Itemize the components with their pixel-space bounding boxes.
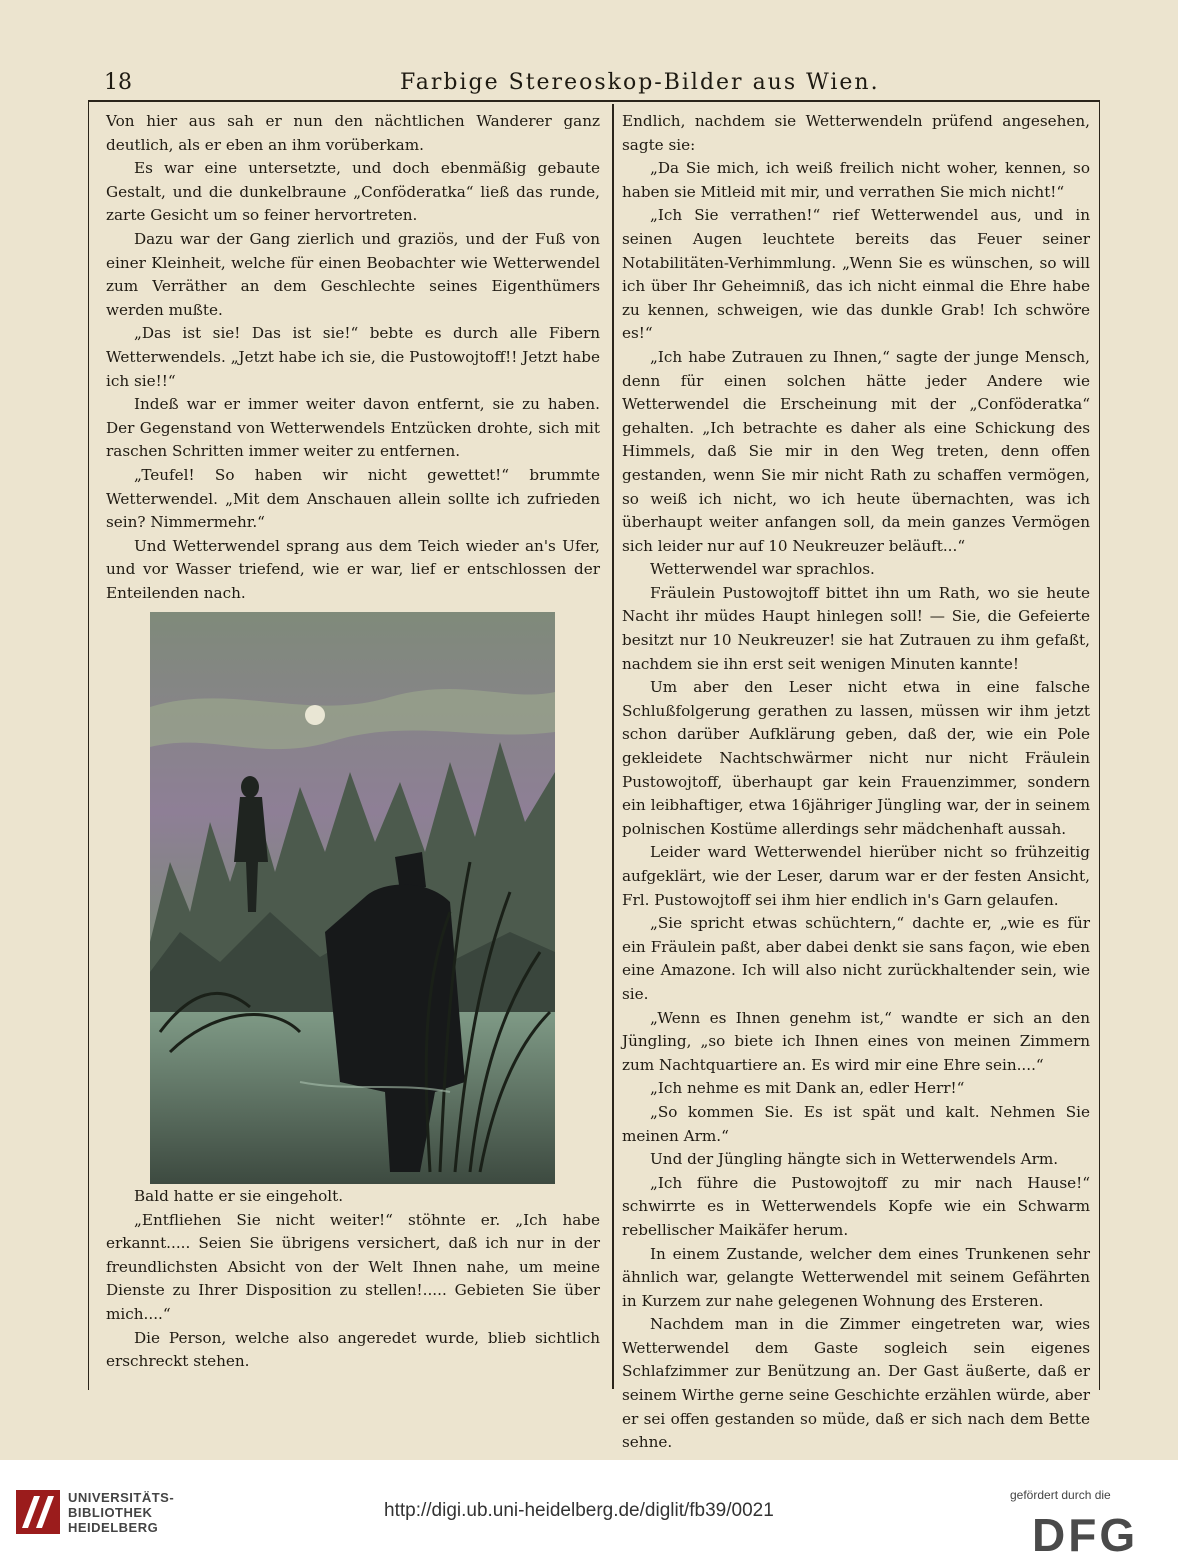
paragraph: „Das ist sie! Das ist sie!“ bebte es durch alle Fibern Wetterwendels. „Jetzt habe ich sie, die Pustowojtoff!! Jetzt habe ich sie!!“ xyxy=(106,324,600,390)
paragraph: „Da Sie mich, ich weiß freilich nicht woher, kennen, so haben sie Mitleid mit mir, und verrathen Sie mich nicht!“ xyxy=(622,159,1090,201)
right-frame-rule xyxy=(1099,100,1100,1390)
paragraph: „Entfliehen Sie nicht weiter!“ stöhnte er. „Ich habe erkannt..... Seien Sie übrigens versichert, daß ich nur in der freundlichsten Absicht von der Welt Ihnen nahe, um meine Dienste zu Ihrer Disposition zu stellen!..... Gebieten Sie über mich....“ xyxy=(106,1210,600,1323)
paragraph: Um aber den Leser nicht etwa in eine falsche Schlußfolgerung gerathen zu lassen, müssen wir ihm jetzt schon darüber Aufklärung geben, daß der, wie ein Pole gekleidete Nachtschwärmer nicht nur nicht Fräulein Pustowojtoff, überhaupt gar kein Frauenzimmer, sondern ein leibhaftiger, etwa 16jähriger Jüngling war, der in seinem polnischen Kostüme allerdings sehr mädchenhaft aussah. xyxy=(622,678,1090,838)
paragraph: Nachdem man in die Zimmer eingetreten war, wies Wetterwendel dem Gaste sogleich sein eigenes Schlafzimmer zur Benützung an. Der Gast äußerte, daß er seinem Wirthe gerne seine Geschichte erzählen würde, aber er sei offen gestanden so müde, daß er sich nach dem Bette sehne. xyxy=(622,1315,1090,1452)
paragraph: Es war eine untersetzte, und doch ebenmäßig gebaute Gestalt, und die dunkelbraune „Conföderatka“ ließ das runde, zarte Gesicht um so feiner hervortreten. xyxy=(106,159,600,225)
paragraph: Von hier aus sah er nun den nächtlichen Wanderer ganz deutlich, als er eben an ihm vorüberkam. xyxy=(106,112,600,154)
running-title: Farbige Stereoskop-Bilder aus Wien. xyxy=(400,70,880,95)
paragraph: In einem Zustande, welcher dem eines Trunkenen sehr ähnlich war, gelangte Wetterwendel mit seinem Gefährten in Kurzem zur nahe gelegenen Wohnung des Ersteren. xyxy=(622,1244,1090,1310)
night-pond-illustration xyxy=(150,612,555,1184)
library-name-line3: HEIDELBERG xyxy=(68,1520,159,1535)
left-frame-rule xyxy=(88,100,89,1390)
paragraph: Und der Jüngling hängte sich in Wetterwendels Arm. xyxy=(650,1150,1059,1169)
paragraph: Die Person, welche also angeredet wurde, blieb sichtlich erschreckt stehen. xyxy=(106,1328,600,1371)
paragraph: „Ich nehme es mit Dank an, edler Herr!“ xyxy=(650,1079,965,1098)
dfg-logo: DFG xyxy=(1032,1509,1139,1561)
moon xyxy=(305,705,325,725)
paragraph: Wetterwendel war sprachlos. xyxy=(650,560,875,579)
paragraph: Dazu war der Gang zierlich und graziös, und der Fuß von einer Kleinheit, welche für einen Beobachter wie Wetterwendel zum Verräther an dem Geschlechte seines Eigenthümers werden mußte. xyxy=(106,229,600,319)
paragraph: „Wenn es Ihnen genehm ist,“ wandte er sich an den Jüngling, „so biete ich Ihnen eines von meinen Zimmern zum Nachtquartiere an. Es wird mir eine Ehre sein....“ xyxy=(622,1008,1090,1074)
paragraph: Fräulein Pustowojtoff bittet ihn um Rath, wo sie heute Nacht ihr müdes Haupt hinlegen soll! — Sie, die Gefeierte besitzt nur 10 Neukreuzer! sie hat Zutrauen zu ihm gefaßt, nachdem sie ihn erst seit wenigen Minuten kannte! xyxy=(622,583,1090,673)
funded-by-label: gefördert durch die xyxy=(1010,1488,1111,1502)
paragraph: „Ich Sie verrathen!“ rief Wetterwendel aus, und in seinen Augen leuchtete bereits das Feuer seiner Notabilitäten-Verhimmlung. „Wenn Sie es wünschen, so will ich über Ihr Geheimniß, das ich nicht einmal die Ehre habe zu kennen, schweigen, wie das dunkle Grab! Ich schwöre es!“ xyxy=(622,206,1090,343)
paragraph: „Teufel! So haben wir nicht gewettet!“ brummte Wetterwendel. „Mit dem Anschauen allein sollte ich zufrieden sein? Nimmermehr.“ xyxy=(106,465,600,532)
paragraph: Und Wetterwendel sprang aus dem Teich wieder an's Ufer, und vor Wasser triefend, wie er war, lief er entschlossen der Enteilenden nach. xyxy=(106,536,600,602)
paragraph: Leider ward Wetterwendel hierüber nicht so frühzeitig aufgeklärt, wie der Leser, darum war er der festen Ansicht, Frl. Pustowojtoff sei ihm hier endlich in's Garn gelaufen. xyxy=(622,843,1090,909)
library-name-line2: BIBLIOTHEK xyxy=(68,1505,153,1520)
column-divider xyxy=(612,104,614,1389)
paragraph: „Sie spricht etwas schüchtern,“ dachte er, „wie es für ein Fräulein paßt, aber dabei denkt sie sans façon, wie eben eine Amazone. Ich will also nicht zurückhaltender sein, wie sie. xyxy=(622,914,1090,1003)
paragraph: „So kommen Sie. Es ist spät und kalt. Nehmen Sie meinen Arm.“ xyxy=(622,1102,1090,1145)
source-url-link[interactable]: http://digi.ub.uni-heidelberg.de/diglit/fb39/0021 xyxy=(384,1500,774,1521)
left-column-bottom-text xyxy=(106,1185,600,1385)
paragraph: „Ich führe die Pustowojtoff zu mir nach Hause!“ schwirrte es in Wetterwendels Kopfe wie ein Schwarm rebellischer Maikäfer herum. xyxy=(622,1173,1090,1239)
library-name-line1: UNIVERSITÄTS- xyxy=(68,1490,175,1505)
header-rule xyxy=(88,100,1100,102)
university-library-logo-icon xyxy=(14,1488,62,1536)
left-column-top-text xyxy=(106,110,600,600)
paragraph: Endlich, nachdem sie Wetterwendeln prüfend angesehen, sagte sie: xyxy=(622,112,1090,154)
paragraph: „Ich habe Zutrauen zu Ihnen,“ sagte der junge Mensch, denn für einen solchen hätte jeder Andere wie Wetterwendel die Erscheinung mit der „Conföderatka“ gehalten. „Ich betrachte es daher als eine Schickung des Himmels, daß Sie mir in den Weg treten, denn offen gestanden, wenn Sie mir nicht Rath zu schaffen vermögen, so weiß ich nicht, wo ich heute übernachten, was ich überhaupt weiter anfangen soll, da mein ganzes Vermögen sich leider nur auf 10 Neukreuzer beläuft...“ xyxy=(622,347,1090,555)
page-number: 18 xyxy=(104,70,132,95)
paragraph: Bald hatte er sie eingeholt. xyxy=(134,1187,344,1205)
paragraph: Indeß war er immer weiter davon entfernt, sie zu haben. Der Gegenstand von Wetterwendels Entzücken drohte, sich mit raschen Schritten immer weiter zu entfernen. xyxy=(106,395,600,461)
right-column-text xyxy=(622,110,1090,1452)
